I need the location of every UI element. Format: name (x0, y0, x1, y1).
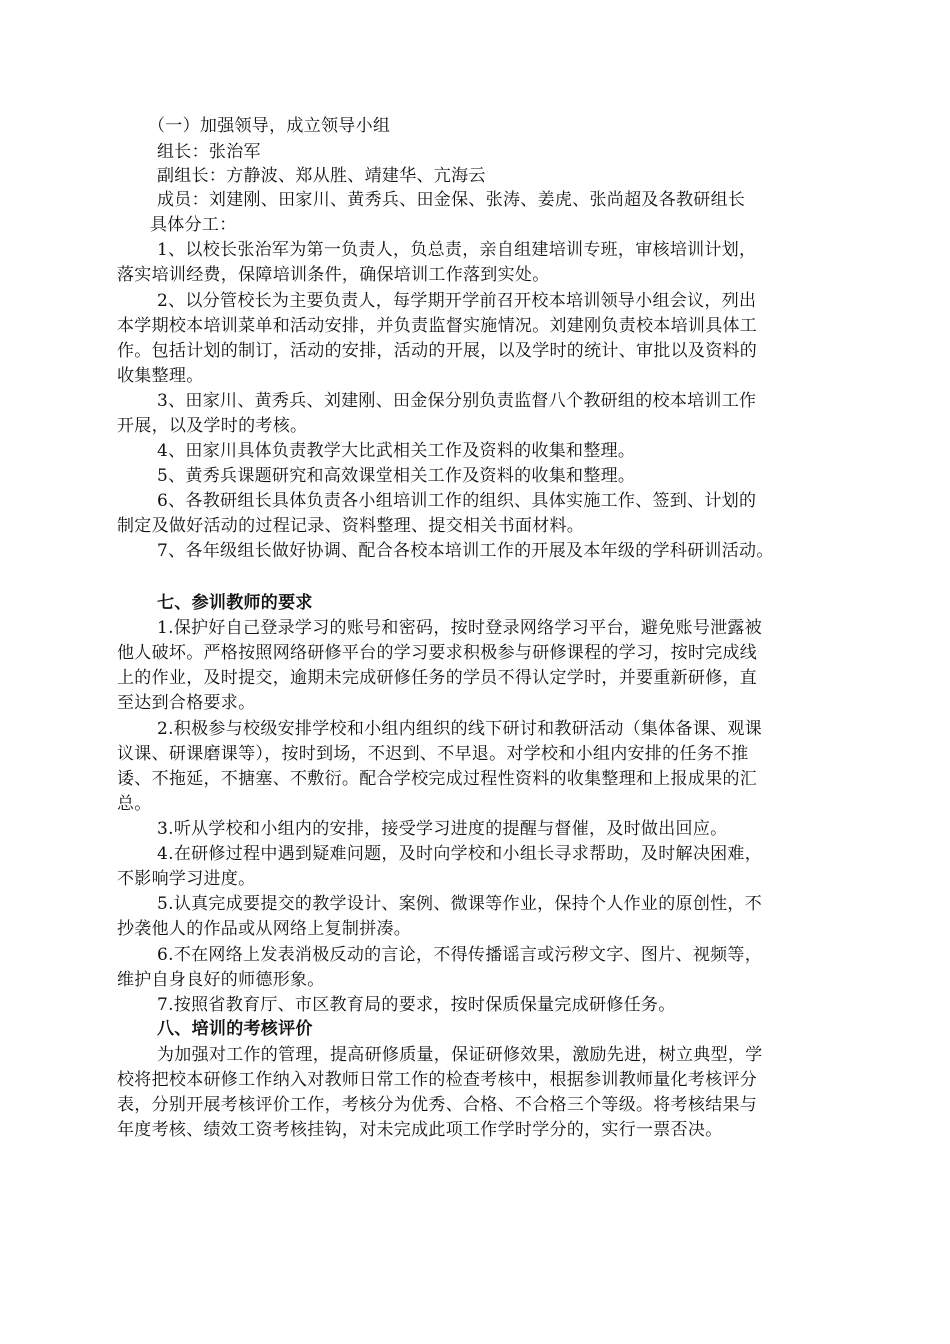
text-line: 3、田家川、黄秀兵、刘建刚、田金保分别负责监督八个教研组的校本培训工作 (157, 391, 757, 411)
text-line: 2、以分管校长为主要负责人，每学期开学前召开校本培训领导小组会议，列出 (157, 291, 757, 311)
text-line: 5、黄秀兵课题研究和高效课堂相关工作及资料的收集和整理。 (157, 466, 636, 486)
text-line: 3.听从学校和小组内的安排，接受学习进度的提醒与督催，及时做出回应。 (157, 819, 728, 839)
text-line: 4、田家川具体负责教学大比武相关工作及资料的收集和整理。 (157, 441, 636, 461)
text-line: 具体分工： (150, 215, 237, 235)
text-line: 2.积极参与校级安排学校和小组内组织的线下研讨和教研活动（集体备课、观课 (157, 719, 763, 739)
text-line: 1、以校长张治军为第一负责人，负总责，亲自组建培训专班，审核培训计划， (157, 240, 757, 260)
section-heading: 八、培训的考核评价 (157, 1019, 313, 1039)
text-line: 议课、研课磨课等），按时到场，不迟到、不早退。对学校和小组内安排的任务不推 (117, 744, 749, 764)
text-line: 6、各教研组长具体负责各小组培训工作的组织、具体实施工作、签到、计划的 (157, 491, 757, 511)
text-line: 至达到合格要求。 (117, 693, 256, 713)
text-line: 5.认真完成要提交的教学设计、案例、微课等作业，保持个人作业的原创性，不 (157, 894, 763, 914)
text-line: 校将把校本研修工作纳入对教师日常工作的检查考核中，根据参训教师量化考核评分 (117, 1070, 758, 1090)
text-line: 成员：刘建刚、田家川、黄秀兵、田金保、张涛、姜虎、张尚超及各教研组长 (157, 190, 746, 210)
text-line: 组长：张治军 (157, 142, 261, 162)
section-heading: 七、参训教师的要求 (157, 593, 313, 613)
text-line: 收集整理。 (117, 366, 204, 386)
text-line: 制定及做好活动的过程记录、资料整理、提交相关书面材料。 (117, 516, 585, 536)
text-line: 总。 (117, 794, 152, 814)
text-line: 本学期校本培训菜单和活动安排，并负责监督实施情况。刘建刚负责校本培训具体工 (117, 316, 758, 336)
text-line: 年度考核、绩效工资考核挂钩，对未完成此项工作学时学分的，实行一票否决。 (117, 1120, 723, 1140)
text-line: 诿、不拖延，不搪塞、不敷衍。配合学校完成过程性资料的收集整理和上报成果的汇 (117, 769, 758, 789)
text-line: 作。包括计划的制订，活动的安排，活动的开展，以及学时的统计、审批以及资料的 (117, 341, 758, 361)
text-line: 4.在研修过程中遇到疑难问题，及时向学校和小组长寻求帮助，及时解决困难， (157, 844, 763, 864)
text-line: 1.保护好自己登录学习的账号和密码，按时登录网络学习平台，避免账号泄露被 (157, 618, 763, 638)
text-line: 上的作业，及时提交，逾期未完成研修任务的学员不得认定学时，并要重新研修，直 (117, 668, 758, 688)
text-line: 维护自身良好的师德形象。 (117, 970, 325, 990)
section-subheading: （一）加强领导，成立领导小组 (148, 116, 391, 136)
text-line: 不影响学习进度。 (117, 869, 256, 889)
text-line: 他人破坏。严格按照网络研修平台的学习要求积极参与研修课程的学习，按时完成线 (117, 643, 758, 663)
text-line: 为加强对工作的管理，提高研修质量，保证研修效果，激励先进，树立典型，学 (157, 1045, 763, 1065)
text-line: 副组长：方静波、郑从胜、靖建华、亢海云 (157, 166, 486, 186)
text-line: 开展，以及学时的考核。 (117, 416, 308, 436)
text-line: 7、各年级组长做好协调、配合各校本培训工作的开展及本年级的学科研训活动。 (157, 541, 774, 561)
text-line: 落实培训经费，保障培训条件，确保培训工作落到实处。 (117, 265, 550, 285)
text-line: 抄袭他人的作品或从网络上复制拼凑。 (117, 919, 412, 939)
text-line: 表，分别开展考核评价工作，考核分为优秀、合格、不合格三个等级。将考核结果与 (117, 1095, 758, 1115)
text-line: 6.不在网络上发表消极反动的言论，不得传播谣言或污秽文字、图片、视频等， (157, 945, 763, 965)
text-line: 7.按照省教育厅、市区教育局的要求，按时保质保量完成研修任务。 (157, 995, 676, 1015)
